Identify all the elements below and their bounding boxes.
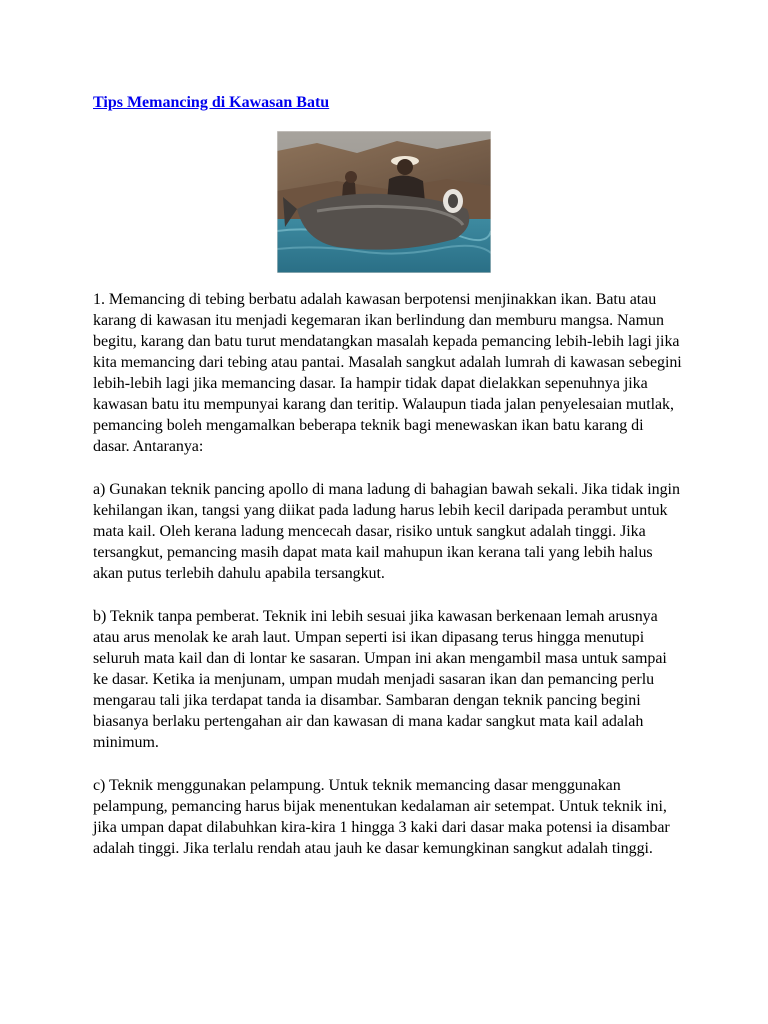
paragraph-1: 1. Memancing di tebing berbatu adalah kawasan berpotensi menjinakkan ikan. Batu atau karang di kawasan itu menjadi kegemaran ikan berlindung dan memburu mangsa. Namun begitu, karang dan batu turut mendatangkan masalah kepada pemancing lebih-lebih lagi jika kita memancing dari tebing atau pantai. Masalah sangkut adalah lumrah di kawasan sebegini lebih-lebih lagi jika memancing dasar. Ia hampir tidak dapat dielakkan sepenuhnya jika kawasan batu itu mempunyai karang dan teritip. Walaupun tiada jalan penyelesaian mutlak, pemancing boleh mengamalkan beberapa teknik bagi menewaskan ikan batu karang di dasar. Antaranya: <box>93 291 682 455</box>
photo-illustration <box>277 131 491 273</box>
paragraph-a: a) Gunakan teknik pancing apollo di mana ladung di bahagian bawah sekali. Jika tidak ingin kehilangan ikan, tangsi yang diikat pada ladung harus lebih kecil daripada perambut untuk mata kail. Oleh kerana ladung mencecah dasar, risiko untuk sangkut adalah tinggi. Jika tersangkut, pemancing masih dapat mata kail mahupun ikan kerana tali yang lebih halus akan putus terlebih dahulu apabila tersangkut. <box>93 481 680 582</box>
paragraph-c: c) Teknik menggunakan pelampung. Untuk teknik memancing dasar menggunakan pelampung, pemancing harus bijak menentukan kedalaman air setempat. Untuk teknik ini, jika umpan dapat dilabuhkan kira-kira 1 hingga 3 kaki dari dasar maka potensi ia disambar adalah tinggi. Jika terlalu rendah atau jauh ke dasar kemungkinan sangkut adalah tinggi. <box>93 777 670 857</box>
article-title-link[interactable]: Tips Memancing di Kawasan Batu <box>93 94 330 111</box>
document-page <box>93 90 683 881</box>
fisherman-with-giant-catfish-photo <box>277 131 491 273</box>
paragraph-b: b) Teknik tanpa pemberat. Teknik ini lebih sesuai jika kawasan berkenaan lemah arusnya atau arus menolak ke arah laut. Umpan seperti isi ikan dipasang terus hingga menutupi seluruh mata kail dan di lontar ke sasaran. Umpan ini akan mengambil masa untuk sampai ke dasar. Ketika ia menjunam, umpan mudah menjadi sasaran ikan dan pemancing perlu mengarau tali jika terdapat tanda ia disambar. Sambaran dengan teknik pancing begini biasanya berlaku pertengahan air dan kawasan di mana kadar sangkut mata kail adalah minimum. <box>93 608 667 751</box>
